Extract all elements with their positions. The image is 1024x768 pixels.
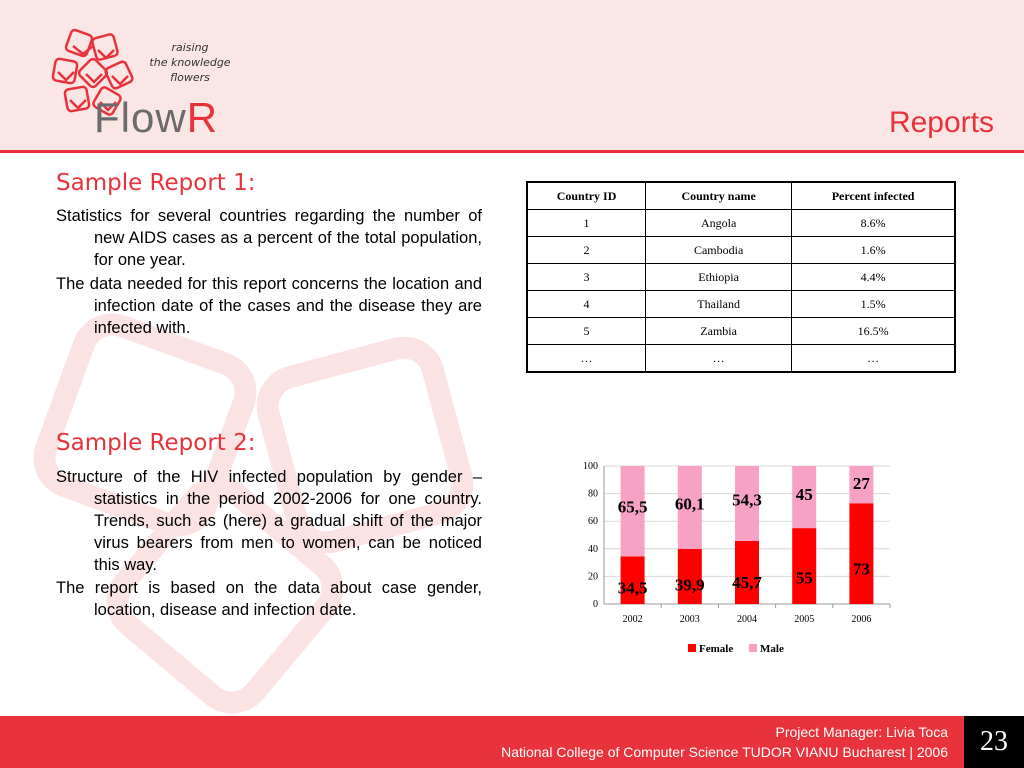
y-tick-label: 100 [583, 461, 598, 472]
report1-paragraph-1: Statistics for several countries regarding the number of new AIDS cases as a percent of the total population, for one year. [56, 207, 482, 269]
report2-title: Sample Report 2: [56, 430, 256, 456]
data-label: 45 [795, 484, 813, 504]
table-row [527, 264, 955, 291]
table-cell: Angola [646, 210, 792, 237]
report1-title: Sample Report 1: [56, 170, 256, 196]
table-row [527, 210, 955, 237]
y-tick-label: 40 [588, 543, 598, 555]
table-cell: 5 [527, 318, 646, 345]
x-tick-label: 2005 [794, 614, 815, 625]
wordmark-r: R [186, 94, 219, 141]
header-divider [0, 150, 1024, 153]
report2-paragraph-2: The report is based on the data about case gender, location, disease and infection date. [56, 579, 482, 619]
table-cell: 4.4% [792, 264, 955, 291]
footer-institution: National College of Computer Science TUDOR VIANU Bucharest | 2006 [501, 744, 948, 760]
table-cell: 8.6% [792, 210, 955, 237]
tagline-line-2: the knowledge [149, 56, 231, 69]
table-cell: 1 [527, 210, 646, 237]
report2-paragraph-1: Structure of the HIV infected population by gender – statistics in the period 2002-2006 for one country. Trends, such as (here) a gradual shift of the major virus bearers from men to women, can be noticed this way. [56, 468, 482, 574]
y-tick-label: 80 [588, 488, 598, 500]
tagline-line-3: flowers [170, 71, 210, 84]
table-cell: 16.5% [792, 318, 955, 345]
logo-tagline [140, 40, 240, 85]
gender-stacked-bar-chart [570, 456, 900, 666]
table-cell: 4 [527, 291, 646, 318]
y-tick-label: 20 [588, 571, 598, 583]
legend-swatch-male [749, 644, 757, 652]
slide-title: Reports [888, 106, 994, 139]
table-cell: 2 [527, 237, 646, 264]
table-cell: Zambia [646, 318, 792, 345]
table-cell: 3 [527, 264, 646, 291]
page-number: 23 [964, 716, 1024, 768]
table-cell: 1.5% [792, 291, 955, 318]
report1-paragraph-2: The data needed for this report concerns the location and infection date of the cases and the disease they are infected with. [56, 275, 482, 337]
data-label: 27 [852, 473, 870, 493]
legend-label: Female [699, 643, 734, 655]
data-label: 65,5 [617, 497, 648, 517]
tagline-line-1: raising [171, 41, 209, 54]
header-country-name: Country name [646, 182, 792, 210]
table-cell: … [527, 345, 646, 373]
header-country-id: Country ID [527, 182, 646, 210]
y-tick-label: 0 [593, 599, 598, 610]
legend-label: Male [760, 643, 784, 655]
table-row [527, 291, 955, 318]
data-label: 39,9 [674, 575, 705, 595]
table-cell: … [792, 345, 955, 373]
x-tick-label: 2003 [679, 614, 700, 625]
table-cell: Ethiopia [646, 264, 792, 291]
data-label: 54,3 [732, 490, 762, 510]
bar-female-2006 [849, 503, 873, 604]
x-tick-label: 2006 [851, 614, 872, 625]
table-header-row [527, 182, 955, 210]
table-row [527, 237, 955, 264]
x-tick-label: 2004 [737, 614, 757, 625]
table-row [527, 318, 955, 345]
bar-female-2005 [792, 528, 816, 604]
footer-project-manager: Project Manager: Livia Toca [775, 724, 948, 740]
table-cell: … [646, 345, 792, 373]
data-label: 55 [795, 568, 813, 588]
table-cell: Thailand [646, 291, 792, 318]
data-label: 34,5 [617, 578, 648, 598]
legend-swatch-female [688, 644, 696, 652]
wordmark-flow: Flow [94, 94, 187, 141]
y-tick-label: 60 [588, 516, 598, 528]
table-row [527, 345, 955, 373]
data-label: 45,7 [732, 572, 762, 592]
data-label: 73 [852, 559, 870, 579]
country-infection-table [526, 181, 956, 373]
data-label: 60,1 [674, 494, 705, 514]
table-cell: Cambodia [646, 237, 792, 264]
table-cell: 1.6% [792, 237, 955, 264]
x-tick-label: 2002 [622, 614, 643, 625]
header-percent-infected: Percent infected [792, 182, 955, 210]
flowr-wordmark [94, 96, 218, 140]
